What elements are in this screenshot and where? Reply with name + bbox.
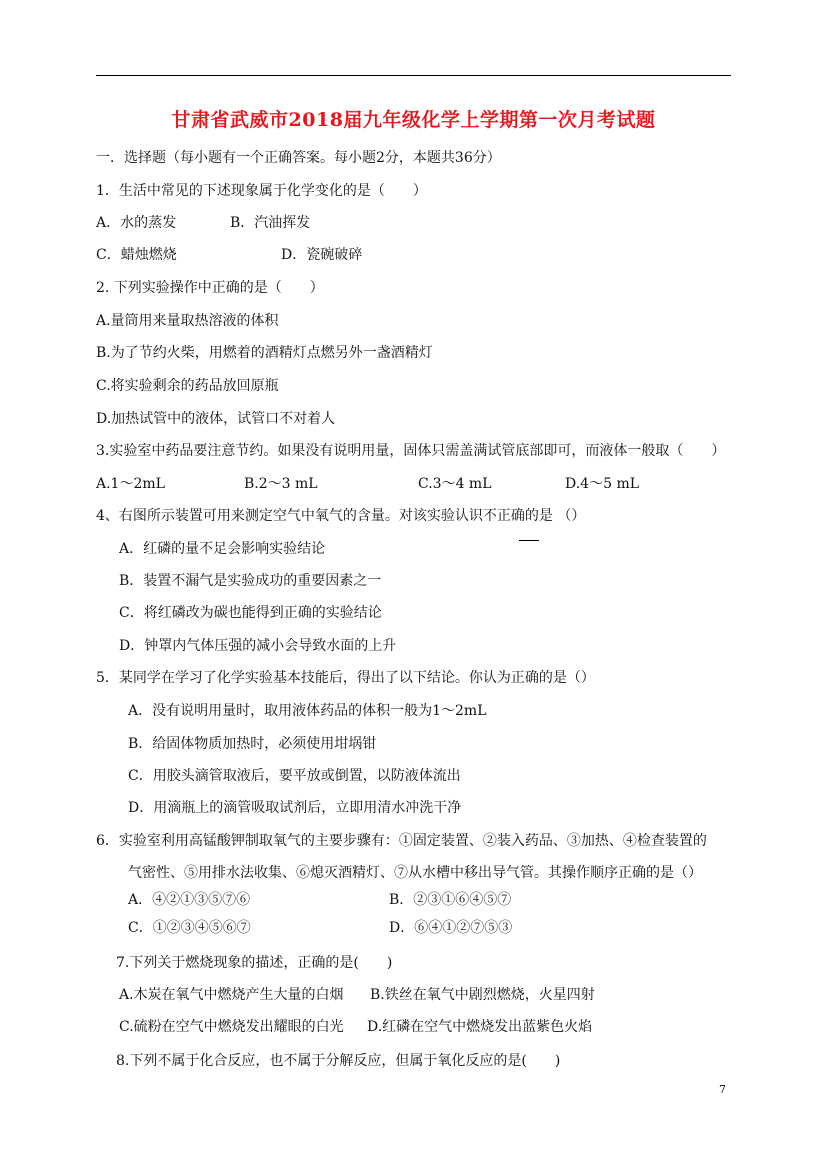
q7-option-b: B.铁丝在氧气中剧烈燃烧，火星四射	[370, 987, 595, 1003]
q6-option-a: A．④②①③⑤⑦⑥	[128, 892, 251, 908]
q4-option-a: A．红磷的量不足会影响实验结论	[119, 541, 326, 557]
q5-option-a: A．没有说明用量时，取用液体药品的体积一般为1～2mL	[128, 703, 487, 719]
q1-option-c: C．蜡烛燃烧	[96, 247, 177, 263]
q2-option-d: D.加热试管中的液体，试管口不对着人	[96, 411, 336, 427]
q7-stem: 7.下列关于燃烧现象的描述，正确的是( )	[116, 955, 393, 971]
q5-stem: 5．某同学在学习了化学实验基本技能后，得出了以下结论。你认为正确的是（）	[96, 670, 595, 686]
q2-option-a: A.量筒用来量取热溶液的体积	[96, 313, 279, 329]
q3-option-b: B.2～3 mL	[244, 476, 318, 492]
q6-option-b: B．②③①⑥④⑤⑦	[389, 892, 512, 908]
q3-option-d: D.4～5 mL	[565, 476, 640, 492]
figure-placeholder-line	[519, 540, 539, 541]
q2-stem: 2. 下列实验操作中正确的是（ ）	[96, 280, 324, 296]
q3-stem: 3.实验室中药品要注意节约。如果没有说明用量，固体只需盖满试管底部即可，而液体一般取（ ）	[96, 443, 726, 459]
q5-option-b: B．给固体物质加热时，必须使用坩埚钳	[128, 736, 377, 752]
q1-option-a: A．水的蒸发	[96, 215, 177, 231]
section-heading: 一．选择题（每小题有一个正确答案。每小题2分，本题共36分）	[96, 150, 501, 166]
q1-option-d: D．瓷碗破碎	[281, 247, 363, 263]
page-number: 7	[719, 1083, 726, 1096]
q8-stem: 8.下列不属于化合反应，也不属于分解反应，但属于氧化反应的是( )	[116, 1053, 561, 1069]
q1-stem: 1．生活中常见的下述现象属于化学变化的是（ ）	[96, 183, 427, 199]
q6-option-d: D．⑥④①②⑦⑤③	[389, 920, 513, 936]
q6-option-c: C．①②③④⑤⑥⑦	[128, 920, 251, 936]
q7-option-c: C.硫粉在空气中燃烧发出耀眼的白光	[119, 1019, 344, 1035]
q4-option-b: B．装置不漏气是实验成功的重要因素之一	[119, 573, 382, 589]
q5-option-c: C．用胶头滴管取液后，要平放或倒置，以防液体流出	[128, 768, 461, 784]
q7-option-a: A.木炭在氧气中燃烧产生大量的白烟	[119, 987, 344, 1003]
q3-option-a: A.1～2mL	[96, 476, 165, 492]
q3-option-c: C.3～4 mL	[418, 476, 492, 492]
page-title: 甘肃省武威市2018届九年级化学上学期第一次月考试题	[171, 109, 656, 131]
header-rule	[96, 75, 731, 76]
q6-stem-line2: 气密性、⑤用排水法收集、⑥熄灭酒精灯、⑦从水槽中移出导气管。其操作顺序正确的是（）	[128, 865, 702, 881]
q7-option-d: D.红磷在空气中燃烧发出蓝紫色火焰	[367, 1019, 593, 1035]
q5-option-d: D．用滴瓶上的滴管吸取试剂后，立即用清水冲洗干净	[128, 800, 462, 816]
q2-option-b: B.为了节约火柴，用燃着的酒精灯点燃另外一盏酒精灯	[96, 345, 433, 361]
q2-option-c: C.将实验剩余的药品放回原瓶	[96, 378, 279, 394]
q1-option-b: B．汽油挥发	[230, 215, 311, 231]
q4-option-c: C．将红磷改为碳也能得到正确的实验结论	[119, 605, 382, 621]
q4-option-d: D．钟罩内气体压强的减小会导致水面的上升	[119, 638, 397, 654]
q4-stem: 4、右图所示装置可用来测定空气中氧气的含量。对该实验认识不正确的是 （）	[96, 508, 586, 524]
q6-stem-line1: 6．实验室利用高锰酸钾制取氧气的主要步骤有：①固定装置、②装入药品、③加热、④检查装置的	[96, 833, 707, 849]
